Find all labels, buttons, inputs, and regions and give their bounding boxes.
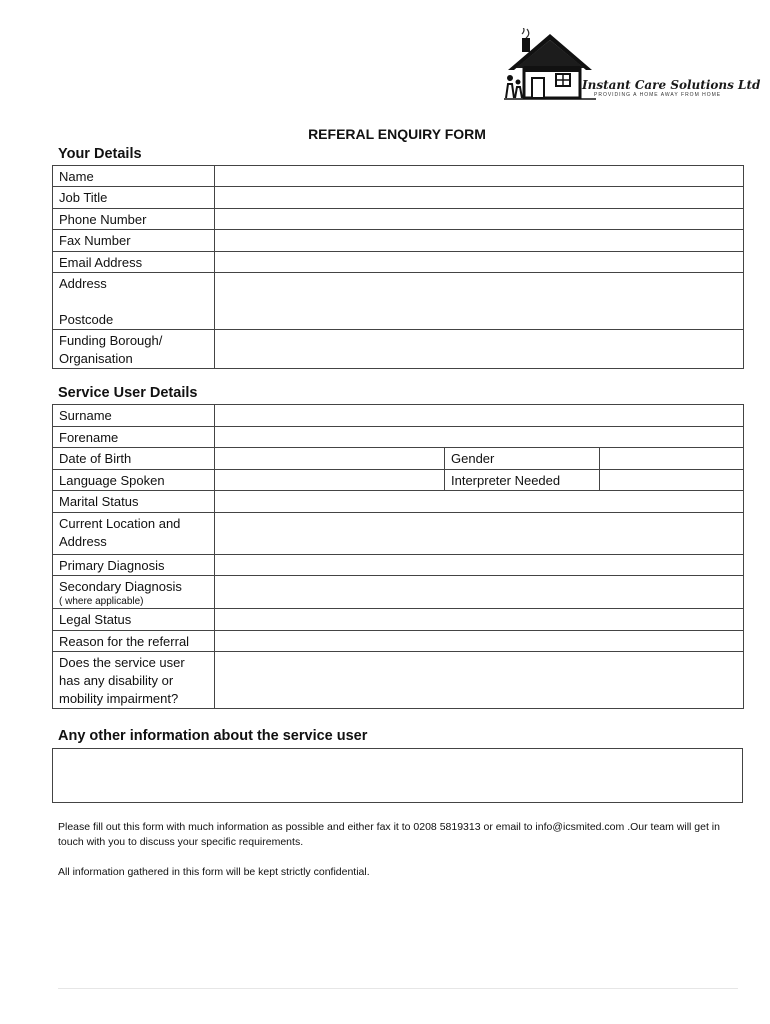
legal-status-field[interactable] — [215, 609, 744, 631]
location-label-line2: Address — [59, 534, 107, 549]
gender-label: Gender — [445, 448, 600, 470]
fax-number-field[interactable] — [215, 230, 744, 252]
primary-diagnosis-label: Primary Diagnosis — [53, 555, 215, 576]
name-label: Name — [53, 166, 215, 187]
footer-instructions: Please fill out this form with much information as possible and either fax it to 0208 5819313 or email to info@icsmited.com .Our team will get in touch with you to discuss your specific requirements. — [58, 821, 720, 848]
your-details-table — [52, 165, 744, 369]
footer-confidentiality: All information gathered in this form will be kept strictly confidential. — [58, 866, 370, 878]
disability-label-line3: mobility impairment? — [59, 691, 179, 706]
forename-field[interactable] — [215, 427, 744, 448]
secondary-diagnosis-label: Secondary Diagnosis — [59, 579, 182, 594]
location-field[interactable] — [215, 513, 744, 555]
address-label-cell — [53, 273, 215, 330]
disability-label-cell — [53, 652, 215, 709]
secondary-diagnosis-cell — [53, 576, 215, 609]
job-title-label: Job Title — [53, 187, 215, 209]
secondary-diagnosis-field[interactable] — [215, 576, 744, 609]
other-info-field[interactable] — [52, 748, 743, 803]
phone-number-field[interactable] — [215, 209, 744, 230]
interpreter-label: Interpreter Needed — [445, 470, 600, 491]
logo-company-name: Instant Care Solutions Ltd — [582, 78, 761, 92]
referral-reason-label: Reason for the referral — [53, 631, 215, 652]
funding-label-line2: Organisation — [59, 351, 133, 366]
address-field[interactable] — [215, 273, 744, 330]
legal-status-label: Legal Status — [53, 609, 215, 631]
surname-field[interactable] — [215, 405, 744, 427]
your-details-heading: Your Details — [58, 146, 142, 162]
secondary-diagnosis-note: ( where applicable) — [59, 596, 144, 607]
fax-number-label: Fax Number — [53, 230, 215, 252]
postcode-label: Postcode — [59, 312, 114, 327]
funding-field[interactable] — [215, 330, 744, 369]
funding-label-line1: Funding Borough/ — [59, 333, 163, 348]
funding-label-cell — [53, 330, 215, 369]
email-address-field[interactable] — [215, 252, 744, 273]
marital-status-label: Marital Status — [53, 491, 215, 513]
dob-field[interactable] — [215, 448, 445, 470]
gender-field[interactable] — [600, 448, 744, 470]
form-title: REFERAL ENQUIRY FORM — [308, 126, 486, 142]
name-field[interactable] — [215, 166, 744, 187]
company-logo — [500, 28, 761, 108]
service-user-table — [52, 404, 744, 709]
disability-field[interactable] — [215, 652, 744, 709]
surname-label: Surname — [53, 405, 215, 427]
phone-number-label: Phone Number — [53, 209, 215, 230]
primary-diagnosis-field[interactable] — [215, 555, 744, 576]
other-info-heading: Any other information about the service user — [58, 728, 368, 744]
language-field[interactable] — [215, 470, 445, 491]
location-label-cell — [53, 513, 215, 555]
forename-label: Forename — [53, 427, 215, 448]
location-label-line1: Current Location and — [59, 516, 181, 531]
interpreter-field[interactable] — [600, 470, 744, 491]
marital-status-field[interactable] — [215, 491, 744, 513]
dob-label: Date of Birth — [53, 448, 215, 470]
logo-tagline: PROVIDING A HOME AWAY FROM HOME — [594, 92, 722, 98]
service-user-heading: Service User Details — [58, 385, 198, 401]
referral-reason-field[interactable] — [215, 631, 744, 652]
footer-divider — [58, 988, 738, 989]
language-label: Language Spoken — [53, 470, 215, 491]
disability-label-line2: has any disability or — [59, 673, 174, 688]
job-title-field[interactable] — [215, 187, 744, 209]
email-address-label: Email Address — [53, 252, 215, 273]
address-label: Address — [59, 276, 107, 291]
disability-label-line1: Does the service user — [59, 655, 185, 670]
